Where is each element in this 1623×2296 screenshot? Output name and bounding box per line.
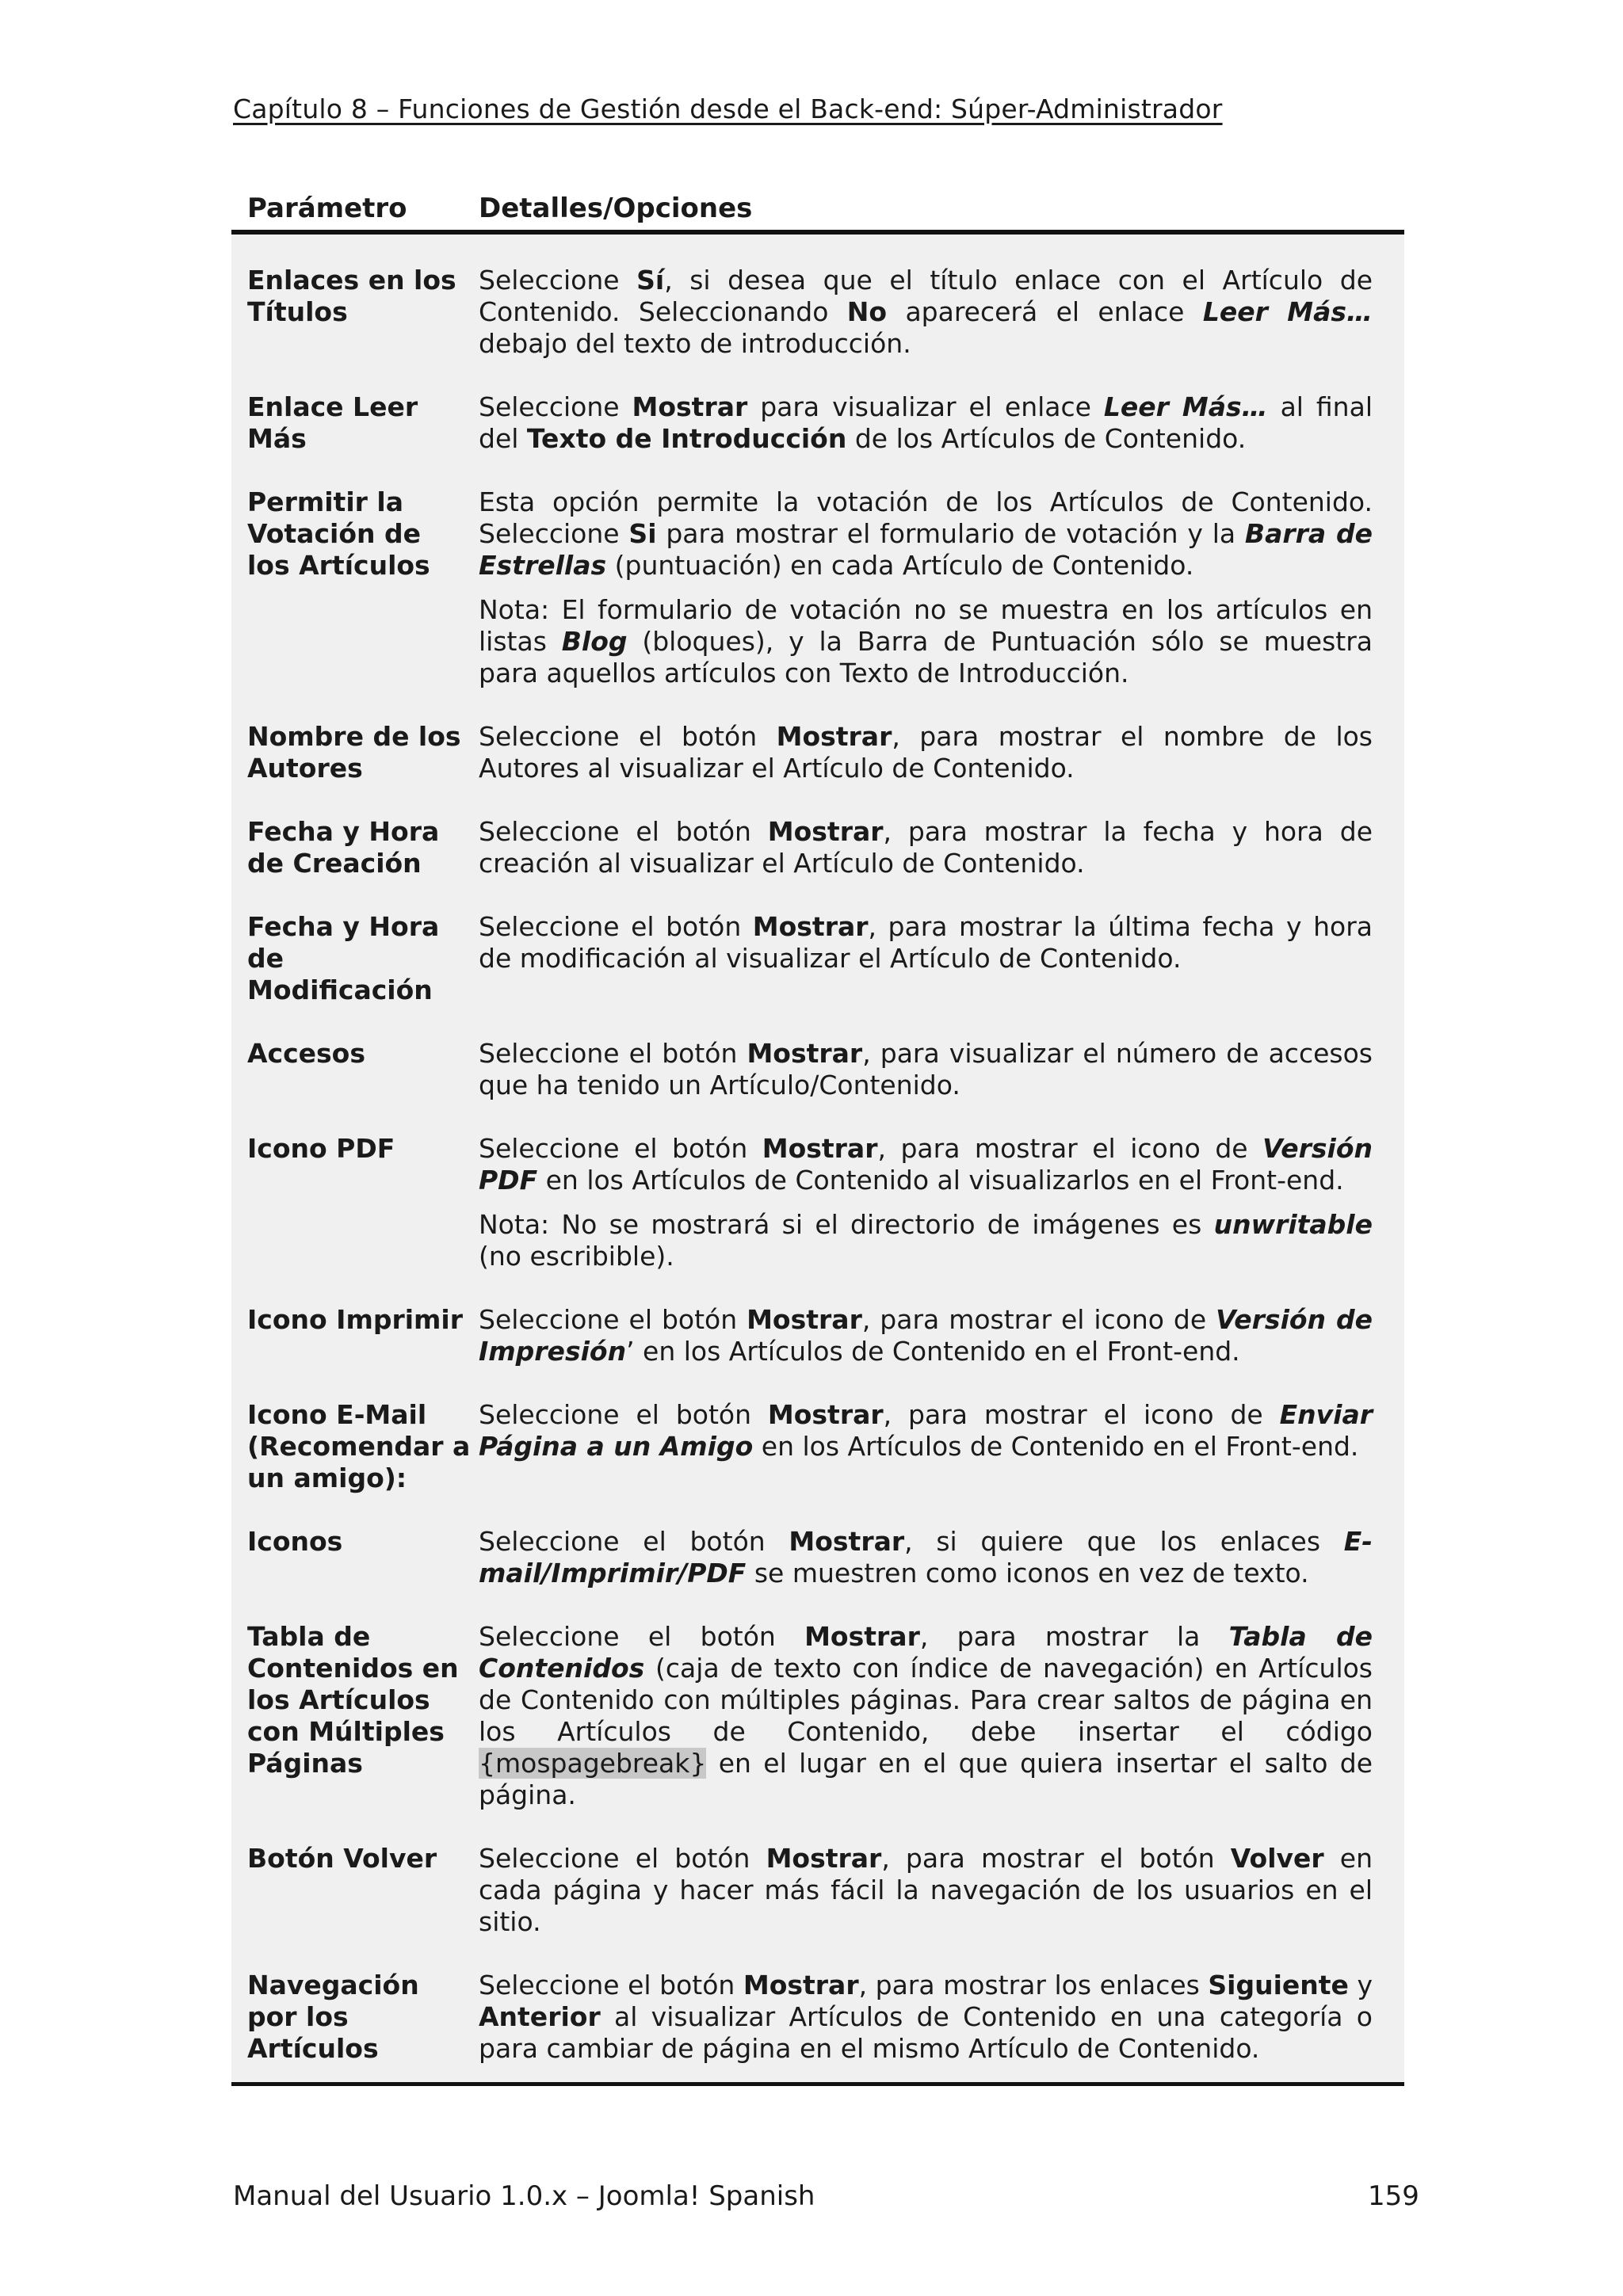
detail-text: Mostrar <box>752 911 869 942</box>
detail-text: Mostrar <box>747 1038 863 1069</box>
detail-text: (puntuación) en cada Artículo de Contenido. <box>606 550 1194 581</box>
detail-text: unwritable <box>1213 1209 1373 1240</box>
detail-text: Si <box>628 518 657 549</box>
param-details <box>479 1304 1373 1367</box>
detail-text: debajo del texto de introducción. <box>479 328 911 359</box>
parameters-table <box>231 187 1404 2086</box>
table-row <box>231 265 1404 360</box>
detail-text: (no escribible). <box>479 1241 674 1272</box>
param-details <box>479 1038 1373 1101</box>
param-details <box>479 721 1373 784</box>
detail-text: Mostrar <box>766 1843 882 1874</box>
detail-text: Anterior <box>479 2001 601 2032</box>
detail-text: , para mostrar el nombre de los Autores al visualizar el Artículo de Contenido. <box>479 721 1373 784</box>
detail-text: Seleccione el botón <box>479 1304 747 1335</box>
detail-text: , para mostrar el icono de <box>877 1133 1263 1164</box>
detail-text: Mostrar <box>767 1399 884 1430</box>
detail-text: Versión de Impresión <box>479 1304 1373 1367</box>
table-row <box>231 1843 1404 1938</box>
detail-text: , si desea que el título enlace con el Artículo de Contenido. Seleccionando <box>479 265 1373 327</box>
detail-text: Leer Más… <box>1202 296 1373 327</box>
detail-text: en el lugar en el que quiera insertar el salto de página. <box>479 1748 1373 1810</box>
detail-text: Seleccione el botón <box>479 1038 747 1069</box>
param-details <box>479 1621 1373 1811</box>
detail-text: en los Artículos de Contenido al visualizarlos en el Front-end. <box>537 1165 1344 1196</box>
detail-text: para mostrar el formulario de votación y la <box>656 518 1245 549</box>
detail-paragraph <box>479 1304 1373 1367</box>
detail-paragraph <box>479 486 1373 582</box>
code-snippet: {mospagebreak} <box>479 1748 707 1779</box>
detail-paragraph <box>479 721 1373 784</box>
detail-text: Siguiente <box>1208 1970 1349 2000</box>
detail-text: Mostrar <box>632 391 748 422</box>
param-name: Navegación por los Artículos <box>247 1970 419 2064</box>
detail-text: Mostrar <box>767 816 884 847</box>
footer-title: Manual del Usuario 1.0.x – Joomla! Spanish <box>233 2180 815 2212</box>
detail-paragraph <box>479 1209 1373 1272</box>
detail-text: en cada página y hacer más fácil la navegación de los usuarios en el sitio. <box>479 1843 1373 1937</box>
detail-text: , para mostrar la fecha y hora de creación al visualizar el Artículo de Contenido. <box>479 816 1373 879</box>
detail-paragraph <box>479 265 1373 360</box>
param-details <box>479 816 1373 879</box>
param-details <box>479 1133 1373 1272</box>
detail-text: de los Artículos de Contenido. <box>846 423 1247 454</box>
detail-text: Tabla de Contenidos <box>479 1621 1373 1684</box>
detail-text: ’ en los Artículos de Contenido en el Front-end. <box>626 1336 1240 1367</box>
page-number: 159 <box>1368 2180 1419 2212</box>
table-row <box>231 911 1404 1006</box>
detail-text: , para mostrar los enlaces <box>858 1970 1209 2000</box>
param-name: Botón Volver <box>247 1843 437 1874</box>
detail-text: Seleccione el botón <box>479 1843 766 1874</box>
detail-text: Enviar Página a un Amigo <box>479 1399 1373 1462</box>
detail-text: Nota: No se mostrará si el directorio de imágenes es <box>479 1209 1214 1240</box>
detail-text: (caja de texto con índice de navegación) en Artículos de Contenido con múltiples páginas. Para crear saltos de página en los Artículos de Contenido, debe insertar el código <box>479 1653 1373 1747</box>
param-details <box>479 391 1373 455</box>
detail-paragraph <box>479 1621 1373 1811</box>
param-name: Fecha y Hora de Creación <box>247 816 440 879</box>
table-row <box>231 1133 1404 1272</box>
detail-text: en los Artículos de Contenido en el Front-end. <box>753 1431 1359 1462</box>
param-name: Tabla de Contenidos en los Artículos con Múltiples Páginas <box>247 1621 459 1779</box>
detail-text: Seleccione el botón <box>479 816 768 847</box>
detail-text: , para visualizar el número de accesos que ha tenido un Artículo/Contenido. <box>479 1038 1373 1100</box>
detail-text: Versión PDF <box>479 1133 1373 1196</box>
detail-text: Mostrar <box>789 1526 905 1557</box>
table-row <box>231 1038 1404 1101</box>
detail-text: Seleccione el botón <box>479 1621 805 1652</box>
detail-text: No <box>846 296 888 327</box>
param-name: Fecha y Hora de Modificación <box>247 911 440 1005</box>
detail-text: , para mostrar el icono de <box>861 1304 1216 1335</box>
param-name: Enlace Leer Más <box>247 391 418 454</box>
param-name: Nombre de los Autores <box>247 721 461 784</box>
detail-text: , para mostrar el icono de <box>883 1399 1280 1430</box>
param-name: Enlaces en los Títulos <box>247 265 456 327</box>
detail-text: , para mostrar el botón <box>881 1843 1231 1874</box>
detail-text: al visualizar Artículos de Contenido en una categoría o para cambiar de página en el mismo Artículo de Contenido. <box>479 2001 1373 2064</box>
param-details <box>479 1399 1373 1494</box>
detail-text: aparecerá el enlace <box>887 296 1203 327</box>
table-body <box>231 235 1404 2086</box>
header-details: Detalles/Opciones <box>479 193 753 224</box>
detail-text: E-mail/Imprimir/PDF <box>479 1526 1373 1589</box>
param-details <box>479 1970 1373 2065</box>
detail-text: Seleccione <box>479 391 632 422</box>
param-details <box>479 1843 1373 1938</box>
param-name: Iconos <box>247 1526 343 1557</box>
param-details <box>479 1526 1373 1589</box>
detail-text: para visualizar el enlace <box>747 391 1104 422</box>
detail-text: al final del <box>479 391 1373 454</box>
detail-text: Volver <box>1230 1843 1324 1874</box>
detail-text: Seleccione el botón <box>479 1399 768 1430</box>
table-header <box>231 187 1404 235</box>
detail-paragraph <box>479 1843 1373 1938</box>
table-row <box>231 816 1404 879</box>
detail-text: Seleccione el botón <box>479 1133 762 1164</box>
detail-text: , si quiere que los enlaces <box>904 1526 1344 1557</box>
table-row <box>231 1399 1404 1494</box>
detail-paragraph <box>479 1133 1373 1196</box>
table-row <box>231 486 1404 689</box>
detail-paragraph <box>479 911 1373 974</box>
detail-text: Sí <box>636 265 665 296</box>
detail-text: Seleccione el botón <box>479 721 777 752</box>
detail-text: y <box>1348 1970 1373 2000</box>
param-details <box>479 486 1373 689</box>
detail-text: Mostrar <box>804 1621 920 1652</box>
detail-text: , para mostrar la última fecha y hora de modificación al visualizar el Artículo de Contenido. <box>479 911 1373 974</box>
param-name: Permitir la Votación de los Artículos <box>247 486 430 581</box>
table-row <box>231 721 1404 784</box>
detail-paragraph <box>479 816 1373 879</box>
detail-paragraph <box>479 1970 1373 2065</box>
detail-text: Nota: El formulario de votación no se muestra en los artículos en listas <box>479 594 1373 657</box>
detail-text: (bloques), y la Barra de Puntuación sólo se muestra para aquellos artículos con Texto de Introducción. <box>479 626 1373 688</box>
detail-text: Esta opción permite la votación de los Artículos de Contenido. Seleccione <box>479 486 1373 549</box>
param-details <box>479 911 1373 1006</box>
header-param: Parámetro <box>247 193 407 224</box>
detail-text: Mostrar <box>747 1304 862 1335</box>
table-row <box>231 391 1404 455</box>
param-name: Accesos <box>247 1038 365 1069</box>
param-name: Icono E-Mail (Recomendar a un amigo): <box>247 1399 471 1493</box>
table-row <box>231 1621 1404 1811</box>
detail-text: Seleccione <box>479 265 637 296</box>
detail-text: Mostrar <box>762 1133 878 1164</box>
detail-paragraph <box>479 1526 1373 1589</box>
table-row <box>231 1970 1404 2065</box>
detail-paragraph <box>479 594 1373 689</box>
detail-text: Mostrar <box>743 1970 859 2000</box>
detail-text: Leer Más… <box>1103 391 1268 422</box>
detail-text: Texto de Introducción <box>526 423 847 454</box>
param-name: Icono PDF <box>247 1133 395 1164</box>
detail-text: , para mostrar la <box>919 1621 1229 1652</box>
detail-paragraph <box>479 1038 1373 1101</box>
detail-text: Mostrar <box>776 721 892 752</box>
table-row <box>231 1304 1404 1367</box>
detail-text: Seleccione el botón <box>479 911 753 942</box>
page-header: Capítulo 8 – Funciones de Gestión desde el Back-end: Súper-Administrador <box>233 93 1223 124</box>
detail-text: Blog <box>561 626 628 657</box>
detail-paragraph <box>479 1399 1373 1463</box>
detail-text: Seleccione el botón <box>479 1970 743 2000</box>
detail-paragraph <box>479 391 1373 455</box>
param-name: Icono Imprimir <box>247 1304 464 1335</box>
detail-text: se muestren como iconos en vez de texto. <box>746 1558 1309 1589</box>
detail-text: Seleccione el botón <box>479 1526 789 1557</box>
table-row <box>231 1526 1404 1589</box>
detail-text: Barra de Estrellas <box>479 518 1373 581</box>
param-details <box>479 265 1373 360</box>
